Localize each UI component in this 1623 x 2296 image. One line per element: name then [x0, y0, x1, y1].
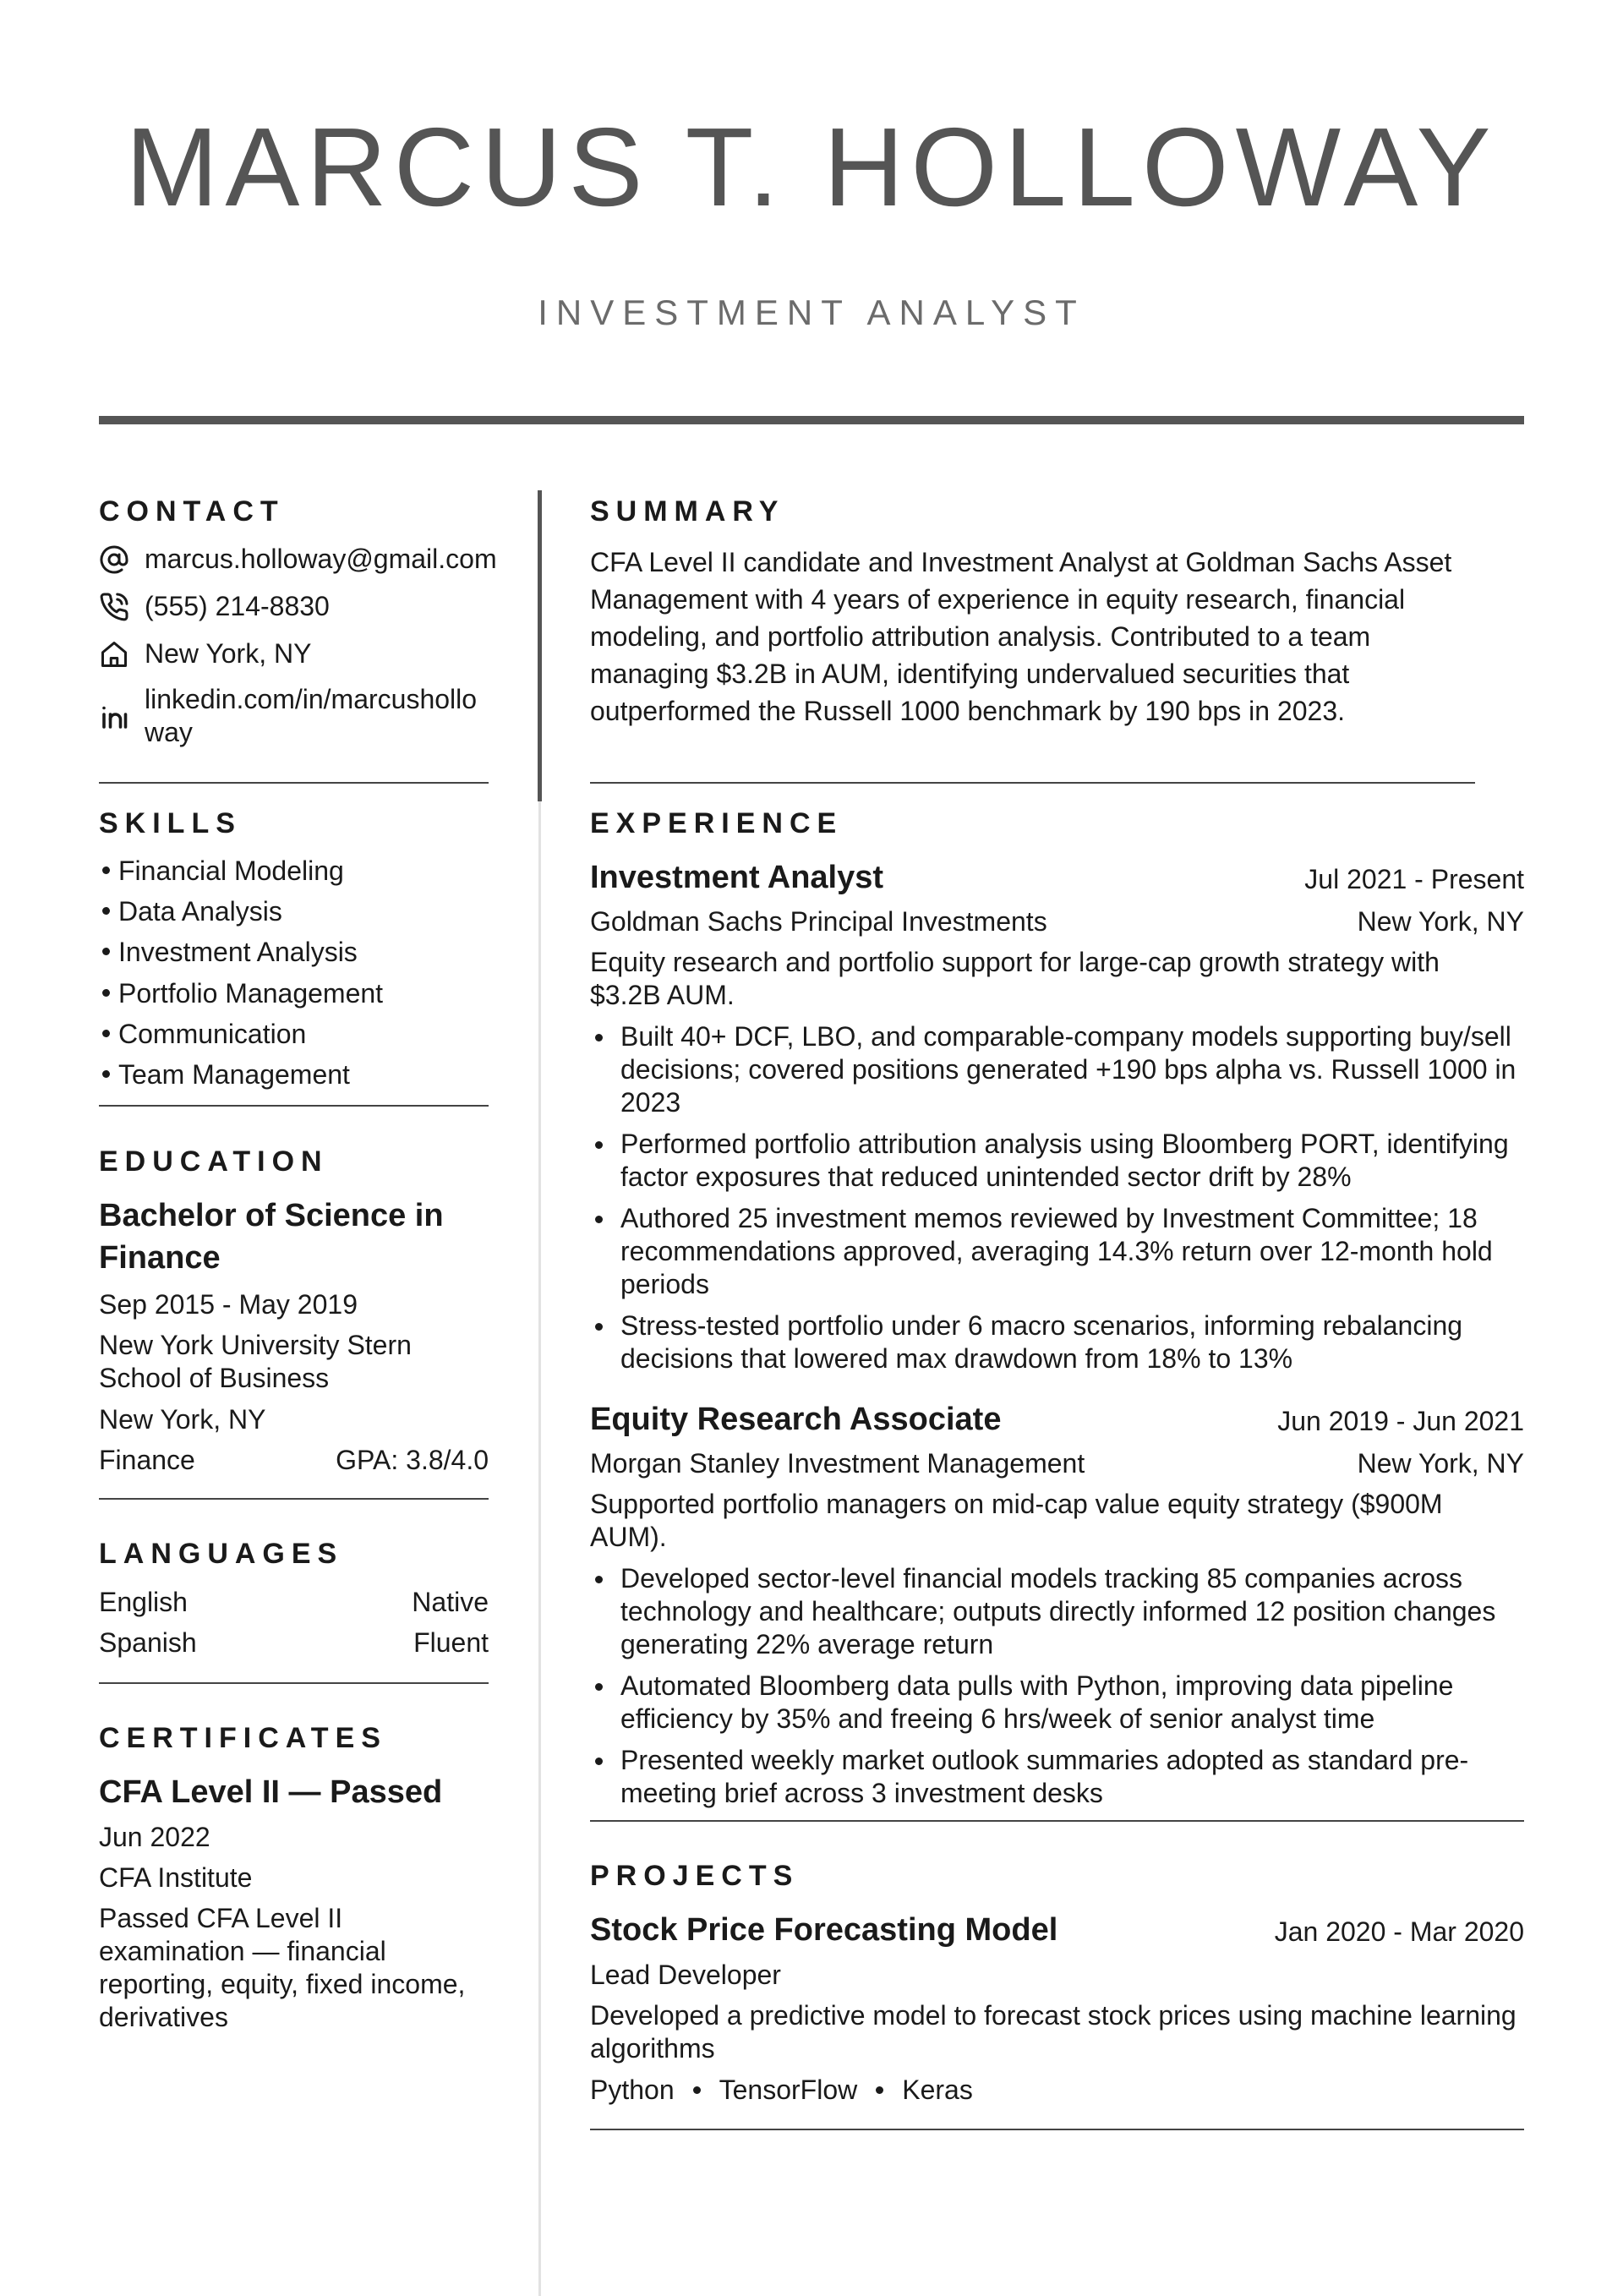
job-title: Equity Research Associate [590, 1402, 1002, 1437]
candidate-role: INVESTMENT ANALYST [538, 292, 1085, 332]
contact-location [99, 637, 311, 670]
job-location: New York, NY [1357, 1448, 1524, 1479]
linkedin-icon [99, 702, 129, 732]
home-icon [99, 639, 129, 670]
job-company: Goldman Sachs Principal Investments [590, 906, 1047, 937]
education-dates: Sep 2015 - May 2019 [99, 1289, 358, 1320]
education-heading: EDUCATION [99, 1145, 329, 1178]
education-divider [99, 1498, 489, 1500]
education-degree: Bachelor of Science in Finance [99, 1198, 444, 1276]
contact-phone-text: (555) 214-8830 [145, 591, 330, 621]
contact-linkedin[interactable] [99, 683, 483, 749]
job-description: Equity research and portfolio support for large-cap growth strategy with $3.2B AUM. [590, 947, 1440, 1010]
skill-item: Communication [99, 1018, 306, 1051]
language-name: English [99, 1587, 188, 1617]
certificate-name: CFA Level II — Passed [99, 1774, 443, 1810]
job-dates: Jun 2019 - Jun 2021 [1277, 1406, 1524, 1436]
certificate-issuer: CFA Institute [99, 1862, 253, 1893]
job-bullets [590, 1562, 1524, 1818]
summary-heading: SUMMARY [590, 495, 785, 528]
bullet-icon [102, 1030, 110, 1037]
job-bullet: Built 40+ DCF, LBO, and comparable-company models supporting buy/sell decisions; covered positions generated +190 bps alpha vs. Russell 1000 in 2023 [590, 1020, 1524, 1119]
header-divider [99, 416, 1524, 424]
contact-email-text: marcus.holloway@gmail.com [145, 544, 497, 574]
project-description: Developed a predictive model to forecast stock prices using machine learning algorithms [590, 2000, 1516, 2064]
job-bullet: Developed sector-level financial models tracking 85 companies across technology and healthcare; outputs directly informed 12 position changes generating 22% average return [590, 1562, 1524, 1661]
column-divider-accent [538, 490, 542, 801]
bullet-icon [102, 1070, 110, 1078]
phone-icon [99, 592, 129, 622]
job-company: Morgan Stanley Investment Management [590, 1448, 1085, 1479]
education-gpa: GPA: 3.8/4.0 [336, 1445, 489, 1475]
contact-divider [99, 782, 489, 784]
language-row [99, 1586, 489, 1619]
languages-divider [99, 1682, 489, 1684]
languages-heading: LANGUAGES [99, 1538, 344, 1570]
project-tag: Keras [902, 2075, 973, 2105]
column-divider [538, 801, 541, 2296]
education-location: New York, NY [99, 1404, 266, 1435]
education-field: Finance [99, 1445, 195, 1475]
bullet-icon [102, 989, 110, 997]
projects-heading: PROJECTS [590, 1860, 800, 1892]
skills-divider [99, 1105, 489, 1107]
job-bullet: Presented weekly market outlook summaries adopted as standard pre-meeting brief across 3 investment desks [590, 1744, 1524, 1810]
projects-divider [590, 2129, 1524, 2130]
certificates-heading: CERTIFICATES [99, 1722, 387, 1754]
certificate-date: Jun 2022 [99, 1822, 210, 1852]
project-dates: Jan 2020 - Mar 2020 [1274, 1916, 1524, 1947]
skills-heading: SKILLS [99, 807, 242, 839]
skill-item: Data Analysis [99, 895, 282, 928]
experience-divider [590, 1820, 1524, 1822]
candidate-name: MARCUS T. HOLLOWAY [125, 105, 1498, 229]
contact-location-text: New York, NY [145, 638, 312, 669]
contact-linkedin-text: linkedin.com/in/marcushollo way [145, 684, 478, 747]
project-tag: TensorFlow [719, 2075, 858, 2105]
job-bullets [590, 1020, 1524, 1384]
experience-heading: EXPERIENCE [590, 807, 844, 839]
skill-item: Portfolio Management [99, 977, 383, 1010]
job-location: New York, NY [1357, 906, 1524, 937]
separator-dot-icon [876, 2086, 883, 2094]
language-level: Native [412, 1587, 489, 1617]
language-level: Fluent [413, 1627, 489, 1658]
job-bullet: Performed portfolio attribution analysis using Bloomberg PORT, identifying factor exposures that reduced unintended sector drift by 28% [590, 1128, 1524, 1194]
summary-text: CFA Level II candidate and Investment Analyst at Goldman Sachs Asset Management with 4 years of experience in equity research, financial modeling, and portfolio attribution analysis. Contributed to a team managing $3.2B in AUM, identifying undervalued securities that outperformed the Russell 1000 benchmark by 190 bps in 2023. [590, 547, 1452, 726]
project-tag: Python [590, 2075, 675, 2105]
project-role: Lead Developer [590, 1960, 781, 1990]
language-name: Spanish [99, 1627, 197, 1658]
project-tags [590, 2074, 973, 2107]
bullet-icon [102, 907, 110, 915]
job-bullet: Stress-tested portfolio under 6 macro scenarios, informing rebalancing decisions that lowered max drawdown from 18% to 13% [590, 1309, 1524, 1375]
bullet-icon [102, 866, 110, 874]
skill-item: Financial Modeling [99, 855, 344, 888]
skill-item: Team Management [99, 1058, 350, 1091]
certificate-description: Passed CFA Level II examination — financial reporting, equity, fixed income, derivatives [99, 1903, 466, 2032]
education-school: New York University Stern School of Business [99, 1330, 412, 1393]
skill-item: Investment Analysis [99, 936, 358, 969]
job-dates: Jul 2021 - Present [1304, 864, 1524, 894]
contact-phone[interactable] [99, 590, 330, 623]
bullet-icon [102, 948, 110, 955]
job-bullet: Authored 25 investment memos reviewed by Investment Committee; 18 recommendations approved, averaging 14.3% return over 12-month hold periods [590, 1202, 1524, 1301]
separator-dot-icon [693, 2086, 701, 2094]
job-title: Investment Analyst [590, 860, 884, 895]
language-row [99, 1626, 489, 1659]
contact-email[interactable] [99, 543, 497, 576]
at-icon [99, 544, 129, 575]
education-field-row [99, 1444, 489, 1477]
summary-divider [590, 782, 1475, 784]
job-bullet: Automated Bloomberg data pulls with Python, improving data pipeline efficiency by 35% and freeing 6 hrs/week of senior analyst time [590, 1670, 1524, 1736]
job-description: Supported portfolio managers on mid-cap value equity strategy ($900M AUM). [590, 1489, 1443, 1552]
project-name: Stock Price Forecasting Model [590, 1912, 1058, 1948]
contact-heading: CONTACT [99, 495, 285, 528]
